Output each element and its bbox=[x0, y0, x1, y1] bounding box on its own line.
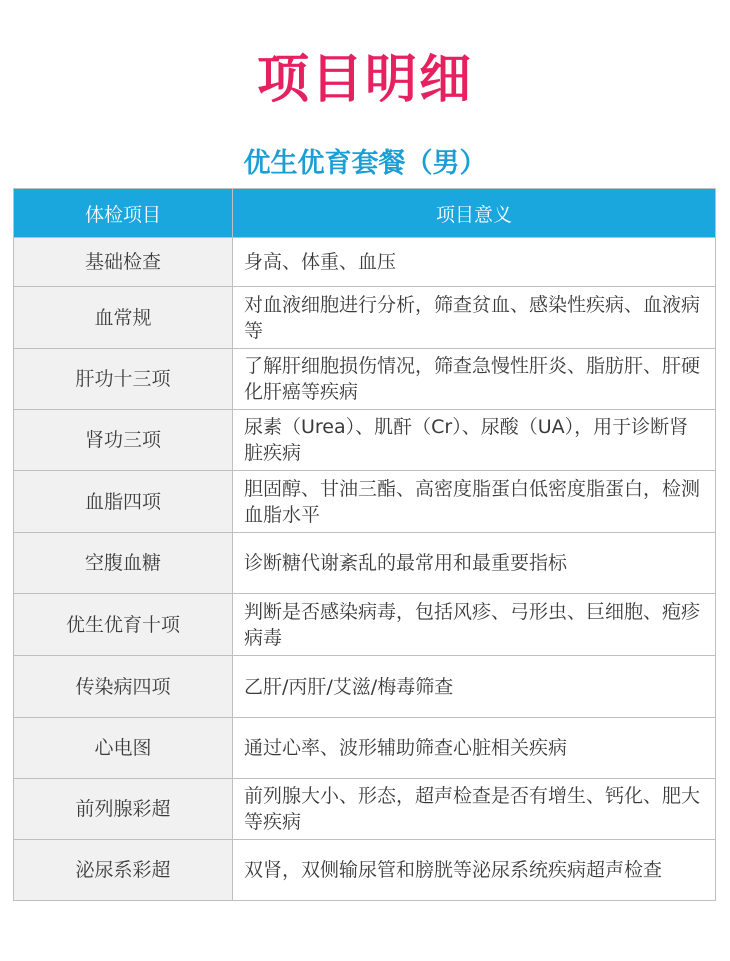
exam-item-meaning: 乙肝/丙肝/艾滋/梅毒筛查 bbox=[233, 656, 716, 718]
page-title: 项目明细 bbox=[256, 50, 473, 110]
exam-item-name: 心电图 bbox=[14, 718, 233, 779]
exam-item-name: 血脂四项 bbox=[14, 471, 233, 533]
header-exam-item: 体检项目 bbox=[14, 189, 233, 238]
exam-item-meaning: 通过心率、波形辅助筛查心脏相关疾病 bbox=[233, 718, 716, 779]
table-row bbox=[14, 238, 716, 287]
package-title: 优生优育套餐（男） bbox=[243, 148, 487, 179]
exam-item-name: 前列腺彩超 bbox=[14, 779, 233, 840]
table-header-row bbox=[14, 189, 716, 238]
table-row bbox=[14, 287, 716, 349]
exam-item-meaning: 了解肝细胞损伤情况，筛查急慢性肝炎、脂肪肝、肝硬化肝癌等疾病 bbox=[233, 349, 716, 410]
table-row bbox=[14, 349, 716, 410]
exam-item-name: 泌尿系彩超 bbox=[14, 840, 233, 901]
table-row bbox=[14, 533, 716, 594]
table-row bbox=[14, 471, 716, 533]
exam-item-name: 血常规 bbox=[14, 287, 233, 349]
exam-item-name: 空腹血糖 bbox=[14, 533, 233, 594]
exam-item-name: 优生优育十项 bbox=[14, 594, 233, 656]
table-row bbox=[14, 718, 716, 779]
exam-item-name: 传染病四项 bbox=[14, 656, 233, 718]
exam-item-name: 基础检查 bbox=[14, 238, 233, 287]
exam-item-meaning: 诊断糖代谢紊乱的最常用和最重要指标 bbox=[233, 533, 716, 594]
exam-item-meaning: 尿素（Urea）、肌酐（Cr）、尿酸（UA），用于诊断肾脏疾病 bbox=[233, 410, 716, 471]
exam-item-meaning: 前列腺大小、形态，超声检查是否有增生、钙化、肥大等疾病 bbox=[233, 779, 716, 840]
table-row bbox=[14, 656, 716, 718]
exam-item-meaning: 判断是否感染病毒，包括风疹、弓形虫、巨细胞、疱疹病毒 bbox=[233, 594, 716, 656]
table-row bbox=[14, 779, 716, 840]
table-row bbox=[14, 840, 716, 901]
exam-items-table bbox=[13, 188, 716, 901]
table-row bbox=[14, 410, 716, 471]
exam-item-meaning: 胆固醇、甘油三酯、高密度脂蛋白低密度脂蛋白，检测血脂水平 bbox=[233, 471, 716, 533]
exam-item-meaning: 身高、体重、血压 bbox=[233, 238, 716, 287]
table-row bbox=[14, 594, 716, 656]
exam-item-meaning: 对血液细胞进行分析，筛查贫血、感染性疾病、血液病等 bbox=[233, 287, 716, 349]
exam-item-meaning: 双肾，双侧输尿管和膀胱等泌尿系统疾病超声检查 bbox=[233, 840, 716, 901]
header-item-meaning: 项目意义 bbox=[233, 189, 716, 238]
exam-item-name: 肾功三项 bbox=[14, 410, 233, 471]
exam-item-name: 肝功十三项 bbox=[14, 349, 233, 410]
